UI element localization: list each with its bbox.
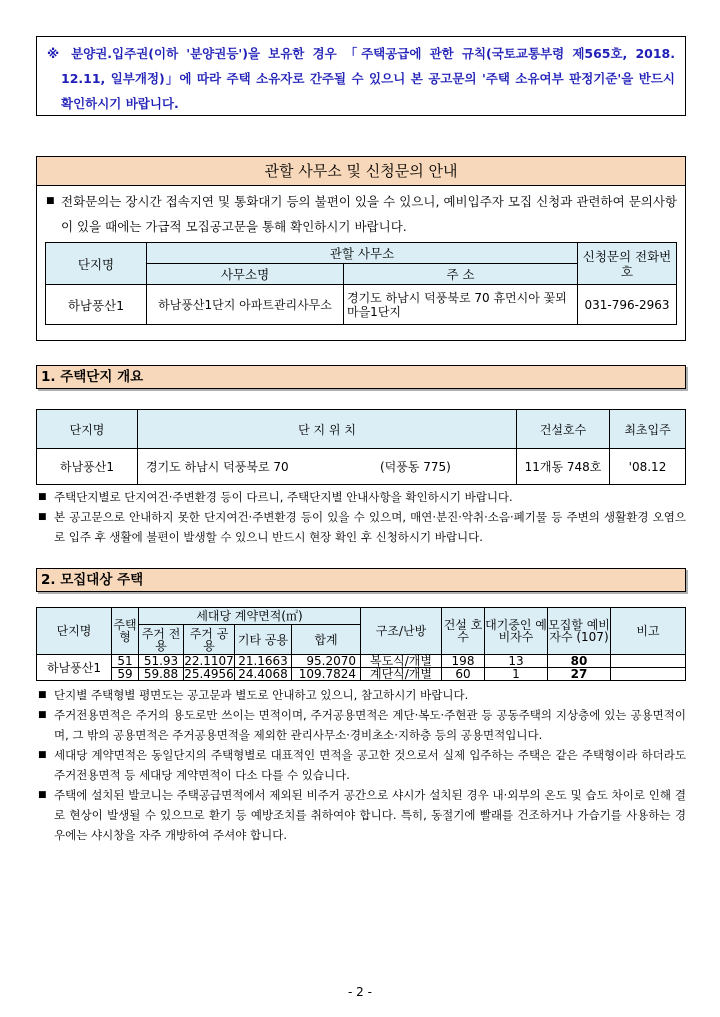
header-recruit: 모집할 예비자수 (107) xyxy=(548,608,611,655)
header-office-group: 관할 사무소 xyxy=(147,243,578,264)
square-bullet-icon: ■ xyxy=(46,196,55,206)
square-bullet-icon: ■ xyxy=(38,690,47,700)
office-table xyxy=(45,242,677,325)
table-row xyxy=(37,655,686,668)
cell-waiting: 13 xyxy=(485,655,548,668)
square-bullet-icon: ■ xyxy=(38,710,47,720)
cell-location xyxy=(138,449,517,485)
list-item: ■ 단지별 주택형별 평면도는 공고문과 별도로 안내하고 있으니, 참고하시기 바랍니다. xyxy=(36,685,686,705)
square-bullet-icon: ■ xyxy=(38,492,47,502)
section1-bullets xyxy=(36,487,686,547)
cell-other: 24.4068 xyxy=(235,668,292,681)
list-item: ■ 주택단지별로 단지여건·주변환경 등이 다르니, 주택단지별 안내사항을 확인하시기 바랍니다. xyxy=(36,487,686,507)
header-common-area: 주거 공용 xyxy=(184,625,235,655)
cell-total: 95.2070 xyxy=(292,655,361,668)
cell-recruit: 80 xyxy=(548,655,611,668)
header-private-area: 주거 전용 xyxy=(139,625,184,655)
cell-office-name: 하남풍산1단지 아파트관리사무소 xyxy=(147,285,344,325)
cell-type: 59 xyxy=(112,668,139,681)
square-bullet-icon: ■ xyxy=(38,512,47,522)
cell-note xyxy=(611,655,686,668)
cell-private: 59.88 xyxy=(139,668,184,681)
header-location: 단 지 위 치 xyxy=(138,410,517,449)
cell-type: 51 xyxy=(112,655,139,668)
cell-units: 198 xyxy=(442,655,485,668)
cell-other: 21.1663 xyxy=(235,655,292,668)
cell-recruit: 27 xyxy=(548,668,611,681)
notice-text: 분양권.입주권(이하 '분양권등')을 보유한 경우 「주택공급에 관한 규칙(국토교통부령 제565호, 2018. 12.11, 일부개정)」에 따라 주택 소유자로 간주될 수 있으니 본 공고문의 '주택 소유여부 판정기준'을 반드시 확인하시기 바랍니다. xyxy=(61,46,675,111)
cell-total: 109.7824 xyxy=(292,668,361,681)
cell-address-sub: (덕풍동 775) xyxy=(380,460,451,474)
header-complex: 단지명 xyxy=(37,608,112,655)
cell-complex: 하남풍산1 xyxy=(37,449,138,485)
header-move-in: 최초입주 xyxy=(610,410,686,449)
square-bullet-icon: ■ xyxy=(38,750,47,760)
header-total-area: 합계 xyxy=(292,625,361,655)
recruit-housing-table xyxy=(36,607,686,681)
table-row xyxy=(37,668,686,681)
header-area-group: 세대당 계약면적(㎡) xyxy=(139,608,361,625)
list-item: ■ 주거전용면적은 주거의 용도로만 쓰이는 면적이며, 주거공용면적은 계단·복도·주현관 등 공동주택의 지상층에 있는 공용면적이며, 그 밖의 공용면적은 주거공용면적을 제외한 관리사무소·경비초소·지하층 등의 공용면적입니다. xyxy=(36,705,686,745)
list-item: ■ 세대당 계약면적은 동일단지의 주택형별로 대표적인 면적을 공고한 것으로서 실제 입주하는 주택은 같은 주택형이라 하더라도 주거전용면적 등 세대당 계약면적이 다소 다를 수 있습니다. xyxy=(36,745,686,785)
header-type: 주택형 xyxy=(112,608,139,655)
cell-private: 51.93 xyxy=(139,655,184,668)
cell-phone: 031-796-2963 xyxy=(578,285,677,325)
square-bullet-icon: ■ xyxy=(38,790,47,800)
header-address: 주 소 xyxy=(344,264,578,285)
office-info-title: 관할 사무소 및 신청문의 안내 xyxy=(37,157,685,186)
cell-structure: 복도식/개별 xyxy=(361,655,442,668)
cell-note xyxy=(611,668,686,681)
cell-address: 경기도 하남시 덕풍북로 70 xyxy=(146,460,289,474)
office-info-box xyxy=(36,156,686,341)
cell-move-in: '08.12 xyxy=(610,449,686,485)
cell-units: 11개동 748호 xyxy=(517,449,610,485)
cell-common: 25.4956 xyxy=(184,667,234,681)
header-waiting: 대기중인 예비자수 xyxy=(485,608,548,655)
list-item: ■ 주택에 설치된 발코니는 주택공급면적에서 제외된 비주거 공간으로 샤시가 설치된 경우 내·외부의 온도 및 습도 차이로 인해 결로 현상이 발생될 수 있으므로 환기 등 예방조치를 취하여야 합니다. 특히, 동절기에 빨래를 건조하거나 가습기를 사용하는 경우에는 샤시창을 자주 개방하여 주셔야 합니다. xyxy=(36,785,686,845)
section1-title: 1. 주택단지 개요 xyxy=(36,365,686,389)
office-info-text: 전화문의는 장시간 접속지연 및 통화대기 등의 불편이 있을 수 있으니, 예비입주자 모집 신청과 관련하여 문의사항이 있을 때에는 가급적 모집공고문을 통해 확인하시기 바랍니다. xyxy=(61,194,677,234)
notice-box xyxy=(36,36,686,116)
cell-units: 60 xyxy=(442,668,485,681)
header-other-area: 기타 공용 xyxy=(235,625,292,655)
header-complex: 단지명 xyxy=(37,410,138,449)
list-item: ■ 본 공고문으로 안내하지 못한 단지여건·주변환경 등이 있을 수 있으며, 매연·분진·악취·소음·폐기물 등 주변의 생활환경 오염으로 입주 후 생활에 불편이 발생할 수 있으니 반드시 현장 확인 후 신청하시기 바랍니다. xyxy=(36,507,686,547)
reference-mark: ※ xyxy=(47,46,63,61)
page-number: - 2 - xyxy=(348,985,372,999)
header-note: 비고 xyxy=(611,608,686,655)
header-units: 건설호수 xyxy=(517,410,610,449)
office-info-text-block xyxy=(37,186,685,239)
cell-common: 22.1107 xyxy=(184,654,234,668)
cell-complex: 하남풍산1 xyxy=(46,285,147,325)
header-phone: 신청문의 전화번호 xyxy=(578,243,677,285)
header-office-name: 사무소명 xyxy=(147,264,344,285)
section2-bullets xyxy=(36,685,686,845)
cell-complex: 하남풍산1 xyxy=(37,655,112,681)
header-structure: 구조/난방 xyxy=(361,608,442,655)
complex-overview-table xyxy=(36,409,686,485)
cell-waiting: 1 xyxy=(485,668,548,681)
header-units: 건설 호수 xyxy=(442,608,485,655)
header-complex: 단지명 xyxy=(46,243,147,285)
cell-address: 경기도 하남시 덕풍북로 70 휴먼시아 꽃뫼마을1단지 xyxy=(344,285,578,325)
section2-title: 2. 모집대상 주택 xyxy=(36,568,686,592)
cell-structure: 계단식/개별 xyxy=(361,668,442,681)
